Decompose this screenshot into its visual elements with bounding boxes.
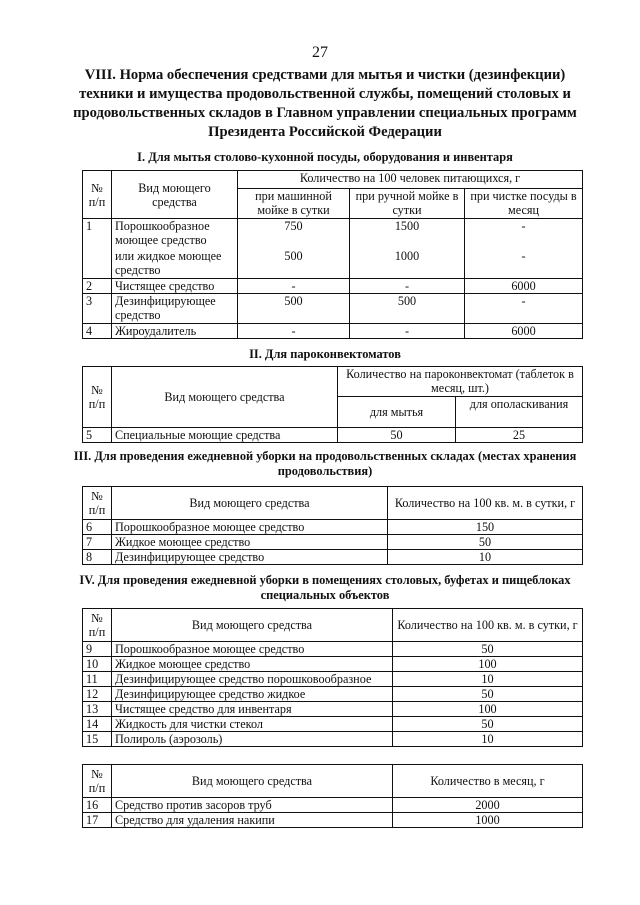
page-number: 27 xyxy=(312,44,328,61)
table-cell: Специальные моющие средства xyxy=(112,428,338,443)
table-cell: 10 xyxy=(393,732,583,747)
table-cell: Дезинфицирующее средство жидкое xyxy=(112,687,393,702)
table-cell: - xyxy=(238,279,350,294)
table-cell: 6 xyxy=(83,520,112,535)
table-cell: 17 xyxy=(83,813,112,828)
table-cell: 3 xyxy=(83,294,112,324)
table-cell: - xyxy=(238,324,350,339)
table-row xyxy=(83,702,583,717)
document-title: VIII. Норма обеспечения средствами для мытья и чистки (дезинфекции) техники и имущества продовольственной службы, помещений столовых и продовольственных складов в Главном управлении специальных программ Президента Российской Федерации xyxy=(73,67,577,140)
table-cell: Средство для удаления накипи xyxy=(112,813,393,828)
table-cell: 2 xyxy=(83,279,112,294)
table-cell: 50 xyxy=(393,717,583,732)
table-cell: - xyxy=(350,324,465,339)
table-cell: 500 xyxy=(350,294,465,324)
subheader-wash: для мытья xyxy=(338,397,456,428)
table-cell: 50 xyxy=(393,642,583,657)
section-1-heading: I. Для мытья столово-кухонной посуды, оборудования и инвентаря xyxy=(137,150,513,164)
table-cell: Средство против засоров труб xyxy=(112,798,393,813)
table-cell: 10 xyxy=(83,657,112,672)
table-row xyxy=(83,249,583,279)
table-cell: 6000 xyxy=(465,279,583,294)
section-3-heading: III. Для проведения ежедневной уборки на продовольственных складах (местах хранения продовольствия) xyxy=(73,449,577,478)
table-row xyxy=(83,672,583,687)
header-name: Вид моющего средства xyxy=(112,487,388,520)
section-2-table xyxy=(82,366,583,443)
table-cell: 1000 xyxy=(393,813,583,828)
table-cell: 50 xyxy=(388,535,583,550)
table-cell: 150 xyxy=(388,520,583,535)
header-name: Вид моющего средства xyxy=(112,765,393,798)
table-cell: 9 xyxy=(83,642,112,657)
table-cell: 1500 xyxy=(350,219,465,249)
table-cell: 14 xyxy=(83,717,112,732)
table-row xyxy=(83,687,583,702)
table-cell: или жидкое моющее средство xyxy=(112,249,238,279)
table-row xyxy=(83,428,583,443)
header-qty: Количество на пароконвектомат (таблеток в месяц, шт.) xyxy=(338,367,583,397)
table-cell: Дезинфицирующее средство порошковообразное xyxy=(112,672,393,687)
table-cell: 6000 xyxy=(465,324,583,339)
table-cell: 15 xyxy=(83,732,112,747)
section-4-table xyxy=(82,608,583,747)
table-cell: 50 xyxy=(338,428,456,443)
table-cell: 100 xyxy=(393,702,583,717)
table-cell: - xyxy=(465,249,583,279)
header-name: Вид моющего средства xyxy=(112,367,338,428)
table-cell: - xyxy=(465,294,583,324)
header-num: № п/п xyxy=(83,487,112,520)
table-row xyxy=(83,535,583,550)
table-cell: 11 xyxy=(83,672,112,687)
table-row xyxy=(83,813,583,828)
table-cell: 1 xyxy=(83,219,112,249)
header-qty: Количество на 100 кв. м. в сутки, г xyxy=(388,487,583,520)
table-cell xyxy=(83,249,112,279)
table-row xyxy=(83,798,583,813)
header-num: № п/п xyxy=(83,367,112,428)
subheader-clean: при чистке посуды в месяц xyxy=(465,189,583,219)
table-cell: 750 xyxy=(238,219,350,249)
table-cell: Порошкообразное моющее средство xyxy=(112,520,388,535)
section-4-heading: IV. Для проведения ежедневной уборки в помещениях столовых, буфетах и пищеблоках специальных объектов xyxy=(79,573,571,602)
header-qty: Количество на 100 человек питающихся, г xyxy=(238,171,583,189)
table-cell: - xyxy=(465,219,583,249)
table-cell: Порошкообразное моющее средство xyxy=(112,219,238,249)
header-num: № п/п xyxy=(83,609,112,642)
header-num: № п/п xyxy=(83,171,112,219)
header-qty: Количество на 100 кв. м. в сутки, г xyxy=(393,609,583,642)
table-row xyxy=(83,642,583,657)
table-cell: Чистящее средство для инвентаря xyxy=(112,702,393,717)
table-cell: 5 xyxy=(83,428,112,443)
table-cell: 2000 xyxy=(393,798,583,813)
table-cell: 500 xyxy=(238,294,350,324)
table-cell: 12 xyxy=(83,687,112,702)
table-cell: 4 xyxy=(83,324,112,339)
table-cell: 500 xyxy=(238,249,350,279)
subheader-rinse: для ополаскивания xyxy=(456,397,583,428)
header-num: № п/п xyxy=(83,765,112,798)
table-row xyxy=(83,324,583,339)
table-cell: Жидкое моющее средство xyxy=(112,535,388,550)
header-name: Вид моющего средства xyxy=(112,171,238,219)
table-row xyxy=(83,550,583,565)
table-cell: 1000 xyxy=(350,249,465,279)
section-5-table xyxy=(82,764,583,828)
section-2-heading: II. Для пароконвектоматов xyxy=(249,347,401,361)
table-cell: Жидкость для чистки стекол xyxy=(112,717,393,732)
table-cell: - xyxy=(350,279,465,294)
table-cell: Дезинфицирующее средство xyxy=(112,550,388,565)
table-cell: 8 xyxy=(83,550,112,565)
table-cell: 13 xyxy=(83,702,112,717)
table-cell: Дезинфицирующее средство xyxy=(112,294,238,324)
table-cell: 7 xyxy=(83,535,112,550)
table-cell: 10 xyxy=(393,672,583,687)
header-qty: Количество в месяц, г xyxy=(393,765,583,798)
table-row xyxy=(83,279,583,294)
table-row xyxy=(83,657,583,672)
table-cell: 16 xyxy=(83,798,112,813)
subheader-machine: при машинной мойке в сутки xyxy=(238,189,350,219)
table-cell: 10 xyxy=(388,550,583,565)
table-cell: 25 xyxy=(456,428,583,443)
table-row xyxy=(83,219,583,249)
table-cell: 100 xyxy=(393,657,583,672)
table-row xyxy=(83,520,583,535)
subheader-manual: при ручной мойке в сутки xyxy=(350,189,465,219)
table-row xyxy=(83,732,583,747)
table-cell: 50 xyxy=(393,687,583,702)
section-1-table xyxy=(82,170,583,339)
header-name: Вид моющего средства xyxy=(112,609,393,642)
table-row xyxy=(83,717,583,732)
table-cell: Полироль (аэрозоль) xyxy=(112,732,393,747)
table-row xyxy=(83,294,583,324)
table-cell: Порошкообразное моющее средство xyxy=(112,642,393,657)
section-3-table xyxy=(82,486,583,565)
table-cell: Чистящее средство xyxy=(112,279,238,294)
table-cell: Жидкое моющее средство xyxy=(112,657,393,672)
table-cell: Жироудалитель xyxy=(112,324,238,339)
